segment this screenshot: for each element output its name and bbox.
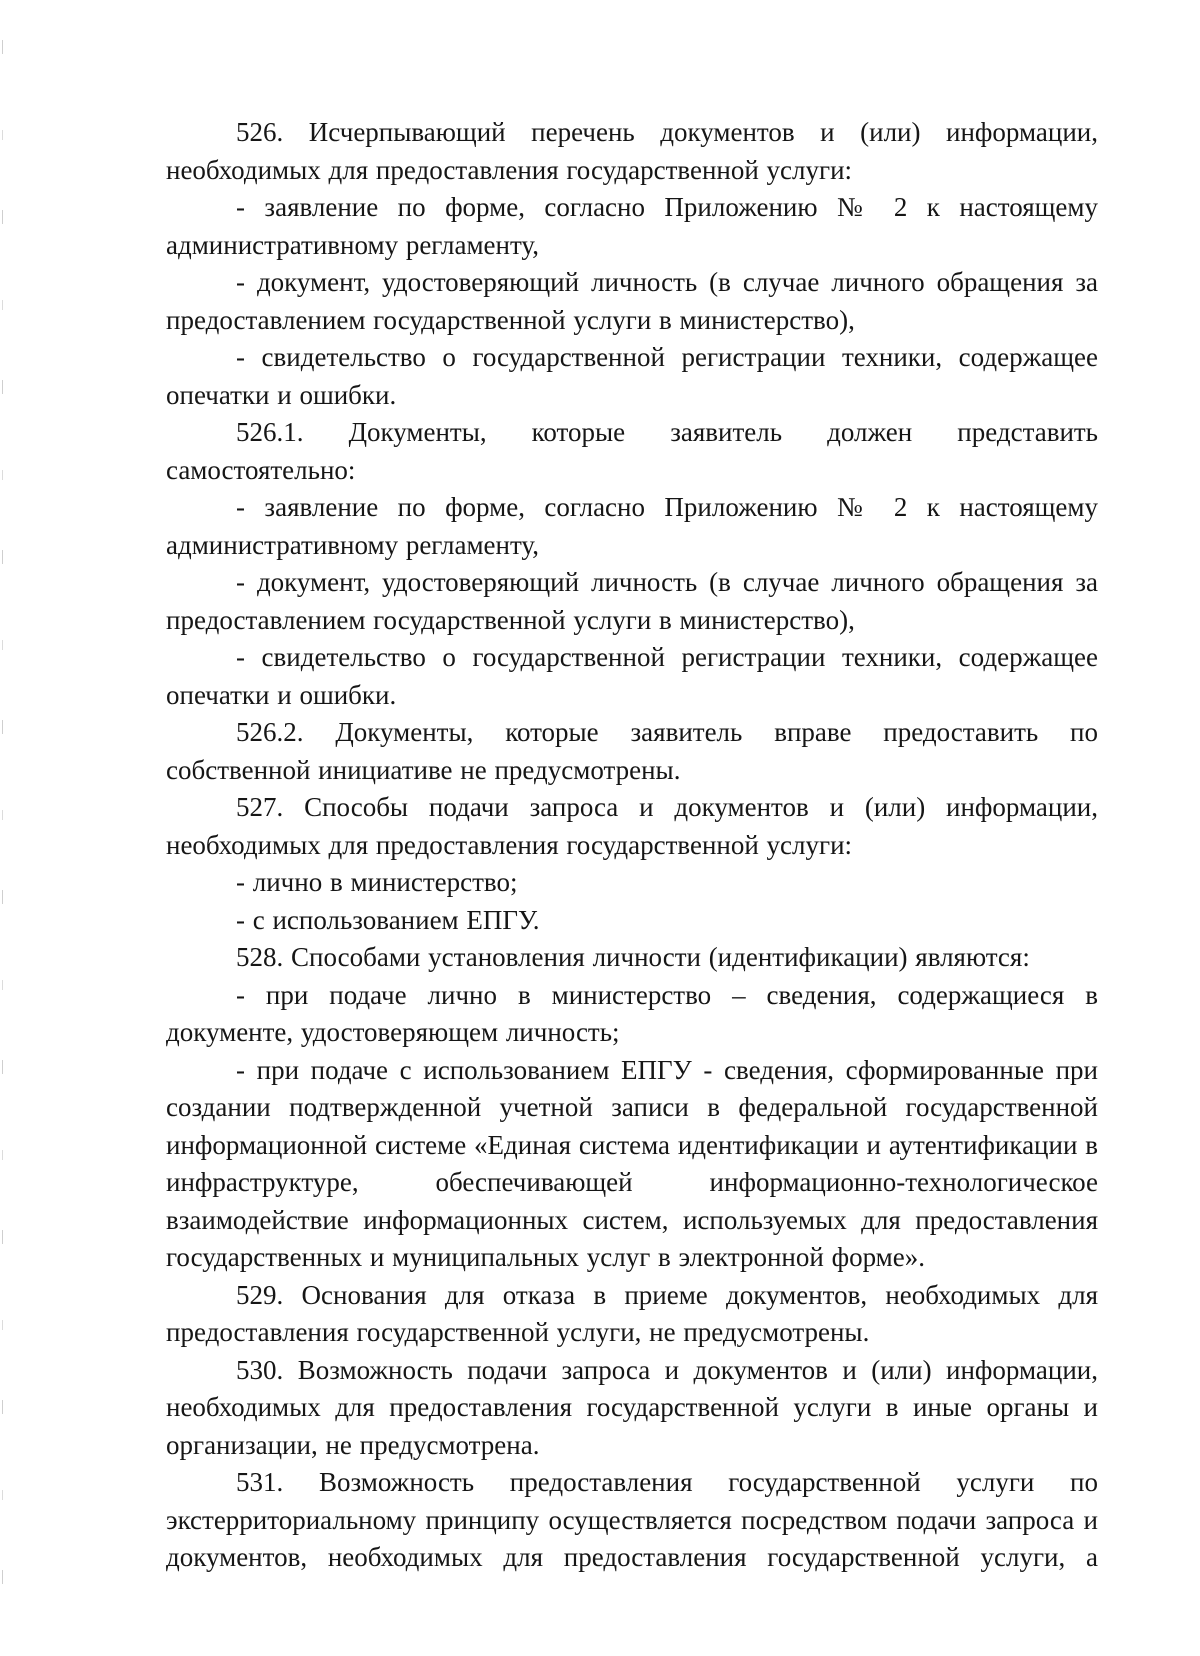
paragraph-526-1-item-registration-certificate: - свидетельство о государственной регистрации техники, содержащее опечатки и ошибки.: [166, 642, 1098, 710]
paragraph-526-item-registration-certificate: - свидетельство о государственной регистрации техники, содержащее опечатки и ошибки.: [166, 342, 1098, 410]
paragraph-531: 531. Возможность предоставления государственной услуги по экстерриториальному принципу осуществляется посредством подачи запроса и документов, необходимых для предоставления государственной услуги, а: [166, 1467, 1098, 1572]
paragraph-527-item-epgu: - с использованием ЕПГУ.: [236, 904, 540, 935]
paragraph-526-2: 526.2. Документы, которые заявитель вправе предоставить по собственной инициативе не предусмотрены.: [166, 717, 1098, 785]
paragraph-526-1-item-application: - заявление по форме, согласно Приложению № 2 к настоящему административному регламенту,: [166, 492, 1098, 560]
paragraph-526-item-application: - заявление по форме, согласно Приложению № 2 к настоящему административному регламенту,: [166, 192, 1098, 260]
paragraph-527-item-in-person: - лично в министерство;: [236, 867, 518, 897]
paragraph-526: 526. Исчерпывающий перечень документов и (или) информации, необходимых для предоставления государственной услуги:: [166, 117, 1098, 185]
paragraph-528-item-epgu: - при подаче с использованием ЕПГУ - сведения, сформированные при создании подтвержденной учетной записи в федеральной государственной информационной системе «Единая система идентификации и аутентификации в инфраструктуре, обеспечивающей информационно-технологическое взаимодействие информационных систем, используемых для предоставления государственных и муниципальных услуг в электронной форме».: [166, 1054, 1098, 1272]
scan-edge-artifact: [2, 40, 3, 1600]
paragraph-527: 527. Способы подачи запроса и документов и (или) информации, необходимых для предоставления государственной услуги:: [166, 792, 1098, 860]
paragraph-528: 528. Способами установления личности (идентификации) являются:: [236, 942, 1030, 972]
paragraph-526-item-identity-document: - документ, удостоверяющий личность (в случае личного обращения за предоставлением государственной услуги в министерство),: [166, 267, 1098, 335]
paragraph-526-1-item-identity-document: - документ, удостоверяющий личность (в случае личного обращения за предоставлением государственной услуги в министерство),: [166, 567, 1098, 635]
paragraph-526-1: 526.1. Документы, которые заявитель должен представить самостоятельно:: [166, 417, 1098, 485]
paragraph-529: 529. Основания для отказа в приеме документов, необходимых для предоставления государственной услуги, не предусмотрены.: [166, 1279, 1098, 1347]
document-page: [166, 114, 1098, 1577]
paragraph-530: 530. Возможность подачи запроса и документов и (или) информации, необходимых для предоставления государственной услуги в иные органы и организации, не предусмотрена.: [166, 1354, 1098, 1460]
paragraph-528-item-in-person: - при подаче лично в министерство – сведения, содержащиеся в документе, удостоверяющем личность;: [166, 979, 1098, 1047]
